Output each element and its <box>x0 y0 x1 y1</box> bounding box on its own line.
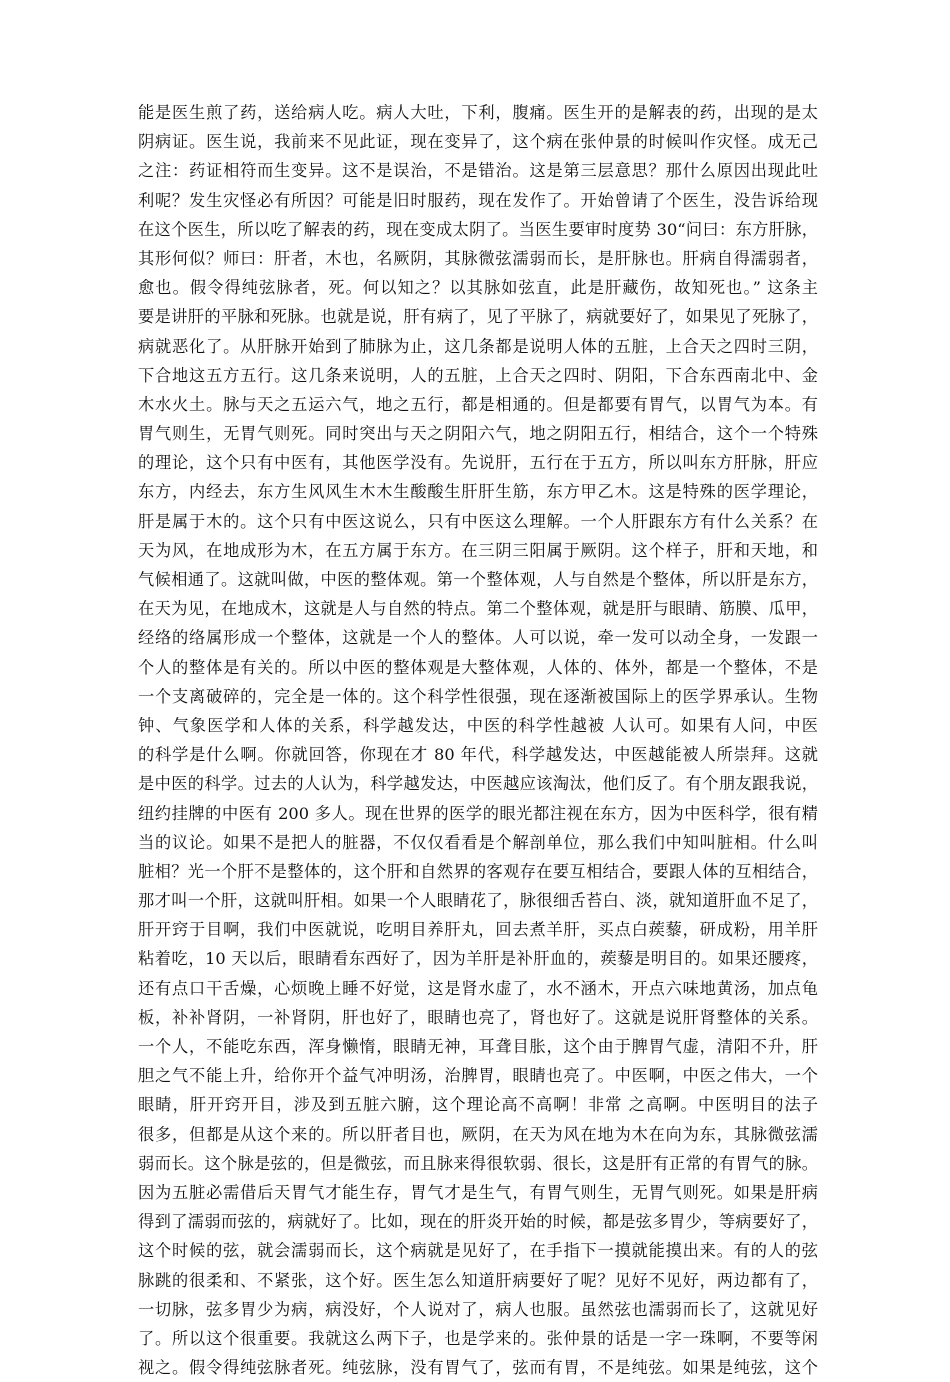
text-line: 脉跳的很柔和、不紧张，这个好。医生怎么知道肝病要好了呢？见好不见好，两边都有了， <box>138 1270 818 1290</box>
text-line: 一切脉，弦多胃少为病，病没好，个人说对了，病人也服。虽然弦也濡弱而长了，这就见好 <box>138 1299 818 1319</box>
document-body <box>138 98 818 1382</box>
text-line: 当的议论。如果不是把人的脏器，不仅仅看看是个解剖单位，那么我们中知叫脏相。什么叫 <box>138 832 818 852</box>
text-line: 愈也。假令得纯弦脉者，死。何以知之？以其脉如弦直，此是肝藏伤，故知死也。” 这条主 <box>138 278 818 298</box>
text-line: 还有点口干舌燥，心烦晚上睡不好觉，这是肾水虚了，水不涵木，开点六味地黄汤，加点龟 <box>138 978 818 998</box>
text-line: 钟、气象医学和人体的关系，科学越发达，中医的科学性越被 人认可。如果有人问，中医 <box>138 715 818 735</box>
text-line: 木水火土。脉与天之五运六气，地之五行，都是相通的。但是都要有胃气，以胃气为本。有 <box>138 394 818 414</box>
text-line: 肝是属于木的。这个只有中医这说么，只有中医这么理解。一个人肝跟东方有什么关系？在 <box>138 511 818 531</box>
text-line: 病就恶化了。从肝脉开始到了肺脉为止，这几条都是说明人体的五脏，上合天之四时三阴， <box>138 336 818 356</box>
text-line: 经络的络属形成一个整体，这就是一个人的整体。人可以说，牵一发可以动全身，一发跟一 <box>138 628 818 648</box>
text-line: 很多，但都是从这个来的。所以肝者目也，厥阴，在天为风在地为木在向为东，其脉微弦濡 <box>138 1124 818 1144</box>
text-line: 胆之气不能上升，给你开个益气冲明汤，治脾胃，眼睛也亮了。中医啊，中医之伟大，一个 <box>138 1066 818 1086</box>
text-line: 板，补补肾阴，一补肾阴，肝也好了，眼睛也亮了，肾也好了。这就是说肝肾整体的关系。 <box>138 1007 818 1027</box>
text-line: 在天为见，在地成木，这就是人与自然的特点。第二个整体观，就是肝与眼睛、筋膜、瓜甲， <box>138 599 818 619</box>
text-line: 要是讲肝的平脉和死脉。也就是说，肝有病了，见了平脉了，病就要好了，如果见了死脉了， <box>138 307 818 327</box>
text-line: 这个时候的弦，就会濡弱而长，这个病就是见好了，在手指下一摸就能摸出来。有的人的弦 <box>138 1241 818 1261</box>
text-line: 的理论，这个只有中医有，其他医学没有。先说肝，五行在于五方，所以叫东方肝脉，肝应 <box>138 453 818 473</box>
text-line: 肝开窍于目啊，我们中医就说，吃明目养肝丸，回去煮羊肝，买点白蒺藜，研成粉，用羊肝 <box>138 920 818 940</box>
text-line: 下合地这五方五行。这几条来说明，人的五脏，上合天之四时、阴阳，下合东西南北中、金 <box>138 365 818 385</box>
text-line: 因为五脏必需借后天胃气才能生存，胃气才是生气，有胃气则生，无胃气则死。如果是肝病 <box>138 1182 818 1202</box>
text-line: 利呢？发生灾怪必有所因？可能是旧时服药，现在发作了。开始曾请了个医生，没告诉给现 <box>138 190 818 210</box>
text-line: 能是医生煎了药，送给病人吃。病人大吐，下利，腹痛。医生开的是解表的药，出现的是太 <box>138 103 818 122</box>
text-line: 纽约挂牌的中医有 200 多人。现在世界的医学的眼光都注视在东方，因为中医科学，很有精 <box>138 803 818 823</box>
text-line: 一个支离破碎的，完全是一体的。这个科学性很强，现在逐渐被国际上的医学界承认。生物 <box>138 686 818 706</box>
text-line: 的科学是什么啊。你就回答，你现在才 80 年代，科学越发达，中医越能被人所崇拜。这就 <box>138 745 818 765</box>
text-line: 了。所以这个很重要。我就这么两下子，也是学来的。张仲景的话是一字一珠啊，不要等闲 <box>138 1328 818 1348</box>
text-line: 天为风，在地成形为木，在五方属于东方。在三阴三阳属于厥阴。这个样子，肝和天地，和 <box>138 540 818 560</box>
text-line: 得到了濡弱而弦的，病就好了。比如，现在的肝炎开始的时候，都是弦多胃少，等病要好了， <box>138 1212 818 1232</box>
text-line: 脏相？光一个肝不是整体的，这个肝和自然界的客观存在要互相结合，要跟人体的互相结合， <box>138 861 818 881</box>
text-line: 视之。假令得纯弦脉者死。纯弦脉，没有胃气了，弦而有胃，不是纯弦。如果是纯弦，这个 <box>138 1358 818 1378</box>
text-line: 眼睛，肝开窍开目，涉及到五脏六腑，这个理论高不高啊！非常 之高啊。中医明目的法子 <box>138 1095 818 1115</box>
text-line: 气候相通了。这就叫做，中医的整体观。第一个整体观，人与自然是个整体，所以肝是东方， <box>138 570 818 589</box>
text-line: 东方，内经去，东方生风风生木木生酸酸生肝肝生筋，东方甲乙木。这是特殊的医学理论， <box>138 482 818 502</box>
text-line: 之注：药证相符而生变异。这不是误治，不是错治。这是第三层意思？那什么原因出现此吐 <box>138 161 818 181</box>
text-line: 胃气则生，无胃气则死。同时突出与天之阴阳六气，地之阴阳五行，相结合，这个一个特殊 <box>138 424 818 444</box>
text-line: 弱而长。这个脉是弦的，但是微弦，而且脉来得很软弱、很长，这是肝有正常的有胃气的脉。 <box>138 1153 818 1173</box>
text-line: 是中医的科学。过去的人认为，科学越发达，中医越应该淘汰，他们反了。有个朋友跟我说， <box>138 774 818 794</box>
text-line: 其形何似？师曰：肝者，木也，名厥阴，其脉微弦濡弱而长，是肝脉也。肝病自得濡弱者， <box>138 248 818 268</box>
text-line: 粘着吃，10 天以后，眼睛看东西好了，因为羊肝是补肝血的，蒺藜是明目的。如果还腰疼， <box>138 949 818 969</box>
text-line: 个人的整体是有关的。所以中医的整体观是大整体观，人体的、体外，都是一个整体，不是 <box>138 657 818 677</box>
text-line: 阴病证。医生说，我前来不见此证，现在变异了，这个病在张仲景的时候叫作灾怪。成无己 <box>138 132 818 152</box>
text-line: 在这个医生，所以吃了解表的药，现在变成太阴了。当医生要审时度势 30“问曰：东方肝脉， <box>138 219 818 239</box>
text-line: 一个人，不能吃东西，浑身懒惰，眼睛无神，耳聋目胀，这个由于脾胃气虚，清阳不升，肝 <box>138 1037 818 1056</box>
text-line: 那才叫一个肝，这就叫肝相。如果一个人眼睛花了，脉很细舌苔白、淡，就知道肝血不足了， <box>138 891 818 911</box>
